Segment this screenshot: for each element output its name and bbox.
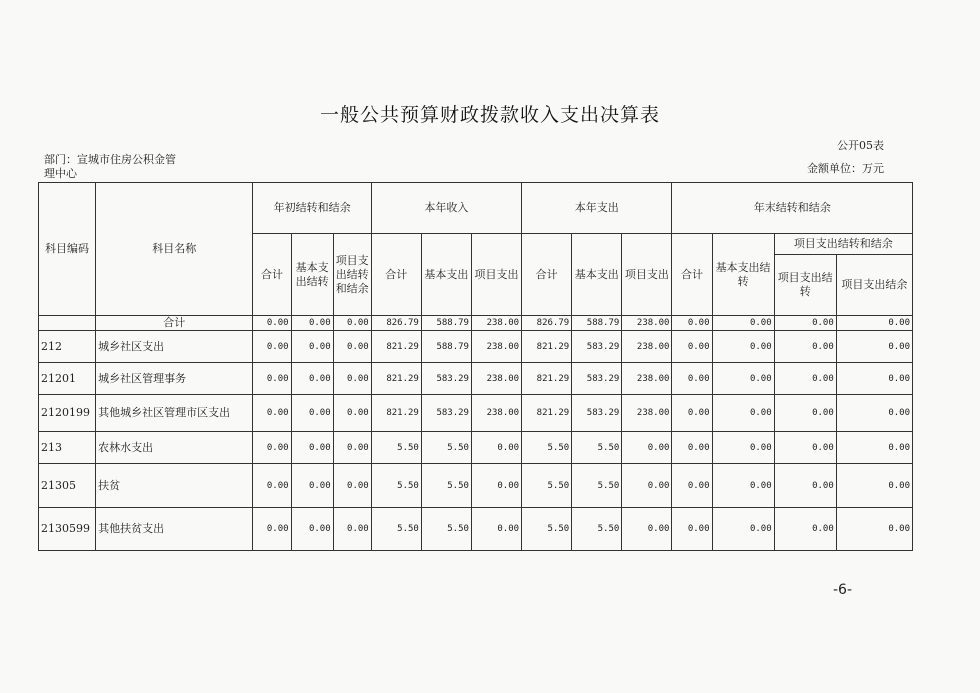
row-value: 0.00 xyxy=(712,395,774,432)
row-value: 0.00 xyxy=(622,508,672,551)
row-value: 238.00 xyxy=(471,316,521,331)
header-project-exp: 项目支出 xyxy=(471,234,521,316)
row-value: 5.50 xyxy=(421,508,471,551)
row-value: 0.00 xyxy=(291,432,333,464)
row-value: 5.50 xyxy=(522,432,572,464)
row-value: 0.00 xyxy=(712,363,774,395)
row-code: 212 xyxy=(39,331,96,363)
header-basic-carry: 基本支出结转 xyxy=(291,234,333,316)
row-value: 583.29 xyxy=(572,331,622,363)
row-value: 0.00 xyxy=(622,432,672,464)
row-value: 5.50 xyxy=(522,464,572,508)
row-value: 0.00 xyxy=(672,331,712,363)
row-name: 农林水支出 xyxy=(96,432,253,464)
row-value: 0.00 xyxy=(333,395,371,432)
header-basic-exp: 基本支出 xyxy=(421,234,471,316)
row-value: 0.00 xyxy=(333,316,371,331)
table-row xyxy=(39,508,913,551)
row-value: 0.00 xyxy=(333,464,371,508)
row-value: 0.00 xyxy=(253,331,291,363)
row-value: 238.00 xyxy=(622,316,672,331)
row-value: 238.00 xyxy=(622,363,672,395)
row-value: 0.00 xyxy=(672,432,712,464)
row-value: 238.00 xyxy=(471,395,521,432)
row-name: 城乡社区管理事务 xyxy=(96,363,253,395)
row-value: 238.00 xyxy=(622,395,672,432)
row-value: 0.00 xyxy=(836,464,912,508)
row-value: 0.00 xyxy=(291,363,333,395)
row-value: 0.00 xyxy=(333,432,371,464)
row-value: 0.00 xyxy=(471,508,521,551)
row-code: 21201 xyxy=(39,363,96,395)
row-name: 城乡社区支出 xyxy=(96,331,253,363)
table-row xyxy=(39,464,913,508)
row-code: 2130599 xyxy=(39,508,96,551)
row-value: 588.79 xyxy=(421,331,471,363)
row-value: 5.50 xyxy=(371,432,421,464)
row-value: 5.50 xyxy=(371,508,421,551)
header-project-carry: 项目支出结转 xyxy=(774,255,836,316)
header-basic-exp: 基本支出 xyxy=(572,234,622,316)
row-value: 0.00 xyxy=(712,316,774,331)
row-value: 0.00 xyxy=(836,395,912,432)
header-closing-balance: 年末结转和结余 xyxy=(672,183,913,234)
row-name: 扶贫 xyxy=(96,464,253,508)
row-value: 583.29 xyxy=(421,363,471,395)
header-project-exp: 项目支出 xyxy=(622,234,672,316)
row-value: 0.00 xyxy=(836,363,912,395)
row-value: 5.50 xyxy=(371,464,421,508)
row-value: 583.29 xyxy=(572,395,622,432)
row-value: 0.00 xyxy=(774,432,836,464)
row-value: 5.50 xyxy=(572,432,622,464)
row-value: 0.00 xyxy=(836,316,912,331)
row-value: 0.00 xyxy=(672,395,712,432)
header-project-carry-balance: 项目支出结转和结余 xyxy=(774,234,912,255)
row-value: 583.29 xyxy=(421,395,471,432)
row-value: 826.79 xyxy=(522,316,572,331)
header-total: 合计 xyxy=(253,234,291,316)
row-value: 5.50 xyxy=(421,464,471,508)
row-value: 821.29 xyxy=(522,331,572,363)
row-value: 0.00 xyxy=(672,508,712,551)
row-value: 0.00 xyxy=(333,508,371,551)
department-label: 部门：宣城市住房公积金管理中心 xyxy=(44,153,176,180)
row-value: 5.50 xyxy=(572,508,622,551)
row-value: 5.50 xyxy=(522,508,572,551)
page-number: -6- xyxy=(833,582,853,598)
row-value: 588.79 xyxy=(572,316,622,331)
row-value: 0.00 xyxy=(712,331,774,363)
row-value: 0.00 xyxy=(836,331,912,363)
row-value: 0.00 xyxy=(471,432,521,464)
row-value: 0.00 xyxy=(253,395,291,432)
row-value: 0.00 xyxy=(333,331,371,363)
table-row xyxy=(39,432,913,464)
row-value: 0.00 xyxy=(253,432,291,464)
row-name: 其他扶贫支出 xyxy=(96,508,253,551)
row-code: 2120199 xyxy=(39,395,96,432)
row-value: 0.00 xyxy=(712,464,774,508)
row-value: 826.79 xyxy=(371,316,421,331)
row-value: 0.00 xyxy=(672,363,712,395)
row-code: 213 xyxy=(39,432,96,464)
row-value: 0.00 xyxy=(712,508,774,551)
row-value: 0.00 xyxy=(471,464,521,508)
row-value: 821.29 xyxy=(371,331,421,363)
row-value: 238.00 xyxy=(622,331,672,363)
row-value: 0.00 xyxy=(774,508,836,551)
header-total: 合计 xyxy=(371,234,421,316)
row-value: 238.00 xyxy=(471,331,521,363)
row-value: 821.29 xyxy=(522,395,572,432)
row-value: 0.00 xyxy=(774,395,836,432)
row-value: 5.50 xyxy=(421,432,471,464)
table-row xyxy=(39,395,913,432)
header-total: 合计 xyxy=(522,234,572,316)
row-value: 0.00 xyxy=(712,432,774,464)
row-value: 0.00 xyxy=(253,316,291,331)
row-value: 0.00 xyxy=(622,464,672,508)
row-value: 0.00 xyxy=(333,363,371,395)
header-name: 科目名称 xyxy=(96,183,253,316)
row-value: 0.00 xyxy=(836,432,912,464)
page-title: 一般公共预算财政拨款收入支出决算表 xyxy=(319,104,660,126)
row-name: 其他城乡社区管理市区支出 xyxy=(96,395,253,432)
row-name: 合计 xyxy=(96,316,253,331)
row-value: 0.00 xyxy=(253,508,291,551)
unit-label: 金额单位：万元 xyxy=(807,162,884,175)
row-value: 821.29 xyxy=(371,395,421,432)
budget-table xyxy=(38,182,913,551)
row-value: 0.00 xyxy=(774,464,836,508)
header-total: 合计 xyxy=(672,234,712,316)
row-code xyxy=(39,316,96,331)
row-value: 5.50 xyxy=(572,464,622,508)
row-value: 0.00 xyxy=(774,316,836,331)
header-income: 本年收入 xyxy=(371,183,521,234)
header-code: 科目编码 xyxy=(39,183,96,316)
header-expenditure: 本年支出 xyxy=(522,183,672,234)
row-value: 821.29 xyxy=(371,363,421,395)
row-value: 0.00 xyxy=(253,464,291,508)
row-value: 0.00 xyxy=(291,508,333,551)
header-project-carry: 项目支出结转和结余 xyxy=(333,234,371,316)
row-value: 583.29 xyxy=(572,363,622,395)
row-value: 0.00 xyxy=(253,363,291,395)
row-value: 0.00 xyxy=(672,316,712,331)
header-basic-carry: 基本支出结转 xyxy=(712,234,774,316)
row-value: 0.00 xyxy=(836,508,912,551)
row-code: 21305 xyxy=(39,464,96,508)
form-number: 公开05表 xyxy=(837,139,884,152)
row-value: 0.00 xyxy=(774,331,836,363)
row-value: 0.00 xyxy=(291,331,333,363)
table-row xyxy=(39,316,913,331)
row-value: 0.00 xyxy=(774,363,836,395)
row-value: 0.00 xyxy=(672,464,712,508)
row-value: 821.29 xyxy=(522,363,572,395)
row-value: 0.00 xyxy=(291,395,333,432)
header-opening-balance: 年初结转和结余 xyxy=(253,183,371,234)
row-value: 0.00 xyxy=(291,316,333,331)
table-row xyxy=(39,363,913,395)
row-value: 588.79 xyxy=(421,316,471,331)
row-value: 0.00 xyxy=(291,464,333,508)
table-row xyxy=(39,331,913,363)
row-value: 238.00 xyxy=(471,363,521,395)
header-project-balance: 项目支出结余 xyxy=(836,255,912,316)
